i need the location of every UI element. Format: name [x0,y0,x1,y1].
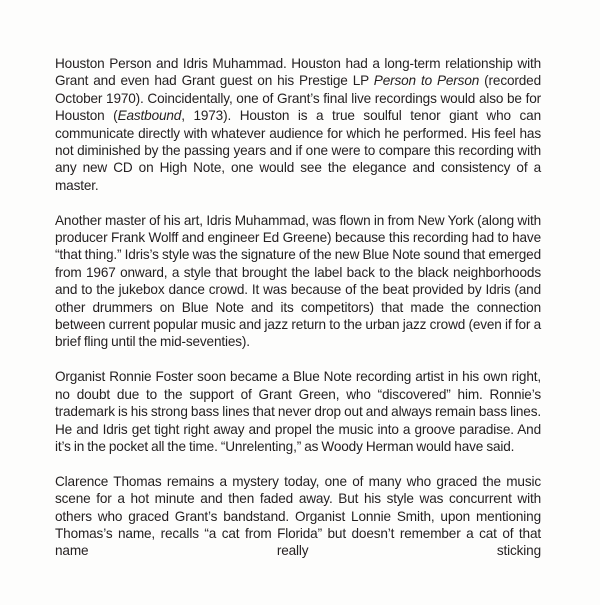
text-segment: Another master of his art, Idris Muhammad, was flown in from New York (along with producer Frank Wolff and engineer Ed Greene) because this recording had to have “that thing.” Idris’s style was the signature of the new Blue Note sound that emerged from 1967 onward, a style that brought the label back to the black neighborhoods and to the jukebox dance crowd. It was because of the beat provided by Idris (and other drummers on Blue Note and its competitors) that made the connection between current popular music and jazz return to the urban jazz crowd (even if for a brief fling until the mid-seventies). [55,212,541,350]
liner-notes-page [55,55,541,577]
album-title-eastbound: Eastbound [117,108,182,124]
album-title-person-to-person: Person to Person [373,73,480,89]
paragraph-houston-person [55,55,541,194]
text-segment: Clarence Thomas remains a mystery today, one of many who graced the music scene for a hot minute and then faded away. But his style was concurrent with others who graced Grant’s bandstand. Organist Lonnie Smith, upon mentioning Thomas’s name, recalls “a cat from Florida” but doesn’t remember a cat of that name really sticking [55,473,541,559]
text-segment: (recorded October 1970). Coincidentally, one of Grant’s final live recordings would also be for Houston ( [55,73,541,124]
text-segment: , 1973). Houston is a true soulful tenor giant who can communicate directly with whatever audience for which he performed. His feel has not diminished by the passing years and if one were to compare this recording with any new CD on High Note, one would see the elegance and consistency of a master. [55,108,541,193]
paragraph-clarence-thomas [55,473,541,560]
paragraph-idris-muhammad [55,212,541,351]
paragraph-ronnie-foster [55,368,541,455]
text-segment: Houston Person and Idris Muhammad. Houston had a long-term relationship with Grant and even had Grant guest on his Prestige LP [55,56,541,89]
text-segment: Organist Ronnie Foster soon became a Blue Note recording artist in his own right, no doubt due to the support of Grant Green, who “discovered” him. Ronnie’s trademark is his strong bass lines that never drop out and always remain bass lines. He and Idris get tight right away and propel the music into a groove paradise. And it’s in the pocket all the time. “Unrelenting,” as Woody Herman would have said. [55,369,541,454]
